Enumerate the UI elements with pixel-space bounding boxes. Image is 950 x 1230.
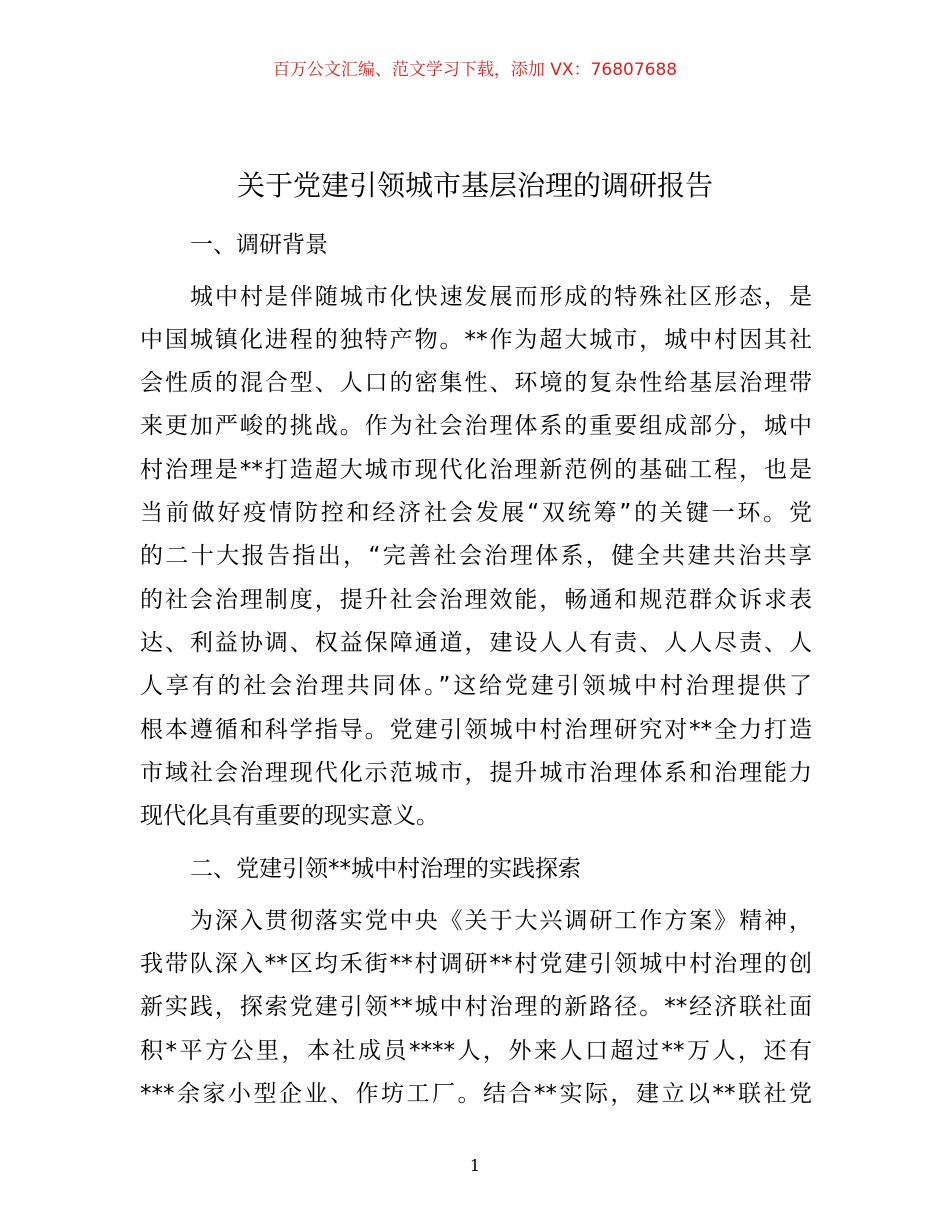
paragraph-line: 为深入贯彻落实党中央《关于大兴调研工作方案》精神，	[190, 908, 812, 934]
paragraph-line: 我带队深入**区均禾街**村调研**村党建引领城中村治理的创	[140, 951, 812, 977]
paragraph-line: ***余家小型企业、作坊工厂。结合**实际，建立以**联社党	[140, 1081, 812, 1107]
paragraph-line: 市域社会治理现代化示范城市，提升城市治理体系和治理能力	[140, 760, 812, 786]
paragraph-line: 当前做好疫情防控和经济社会发展“双统筹”的关键一环。党	[140, 500, 812, 526]
paragraph-line: 积*平方公里，本社成员****人，外来人口超过**万人，还有	[140, 1038, 812, 1064]
paragraph-line: 来更加严峻的挑战。作为社会治理体系的重要组成部分，城中	[140, 413, 812, 439]
paragraph-line: 会性质的混合型、人口的密集性、环境的复杂性给基层治理带	[140, 370, 812, 396]
section-heading-practice: 二、党建引领**城中村治理的实践探索	[190, 856, 581, 882]
document-title: 关于党建引领城市基层治理的调研报告	[236, 169, 713, 202]
paragraph-line: 人享有的社会治理共同体。”这给党建引领城中村治理提供了	[140, 673, 812, 699]
paragraph-line: 中国城镇化进程的独特产物。**作为超大城市，城中村因其社	[140, 327, 812, 353]
section-heading-background: 一、调研背景	[190, 232, 328, 258]
paragraph-line: 根本遵循和科学指导。党建引领城中村治理研究对**全力打造	[140, 717, 812, 743]
header-banner: 百万公文汇编、范文学习下载，添加 VX：76807688	[272, 60, 678, 80]
paragraph-line: 新实践，探索党建引领**城中村治理的新路径。**经济联社面	[140, 994, 812, 1020]
paragraph-line: 现代化具有重要的现实意义。	[140, 803, 439, 829]
paragraph-line: 村治理是**打造超大城市现代化治理新范例的基础工程，也是	[140, 457, 812, 483]
paragraph-line: 城中村是伴随城市化快速发展而形成的特殊社区形态，是	[190, 284, 812, 310]
paragraph-line: 的二十大报告指出，“完善社会治理体系，健全共建共治共享	[140, 543, 812, 569]
page-number: 1	[469, 1156, 481, 1175]
paragraph-line: 的社会治理制度，提升社会治理效能，畅通和规范群众诉求表	[140, 587, 812, 613]
paragraph-line: 达、利益协调、权益保障通道，建设人人有责、人人尽责、人	[140, 630, 812, 656]
